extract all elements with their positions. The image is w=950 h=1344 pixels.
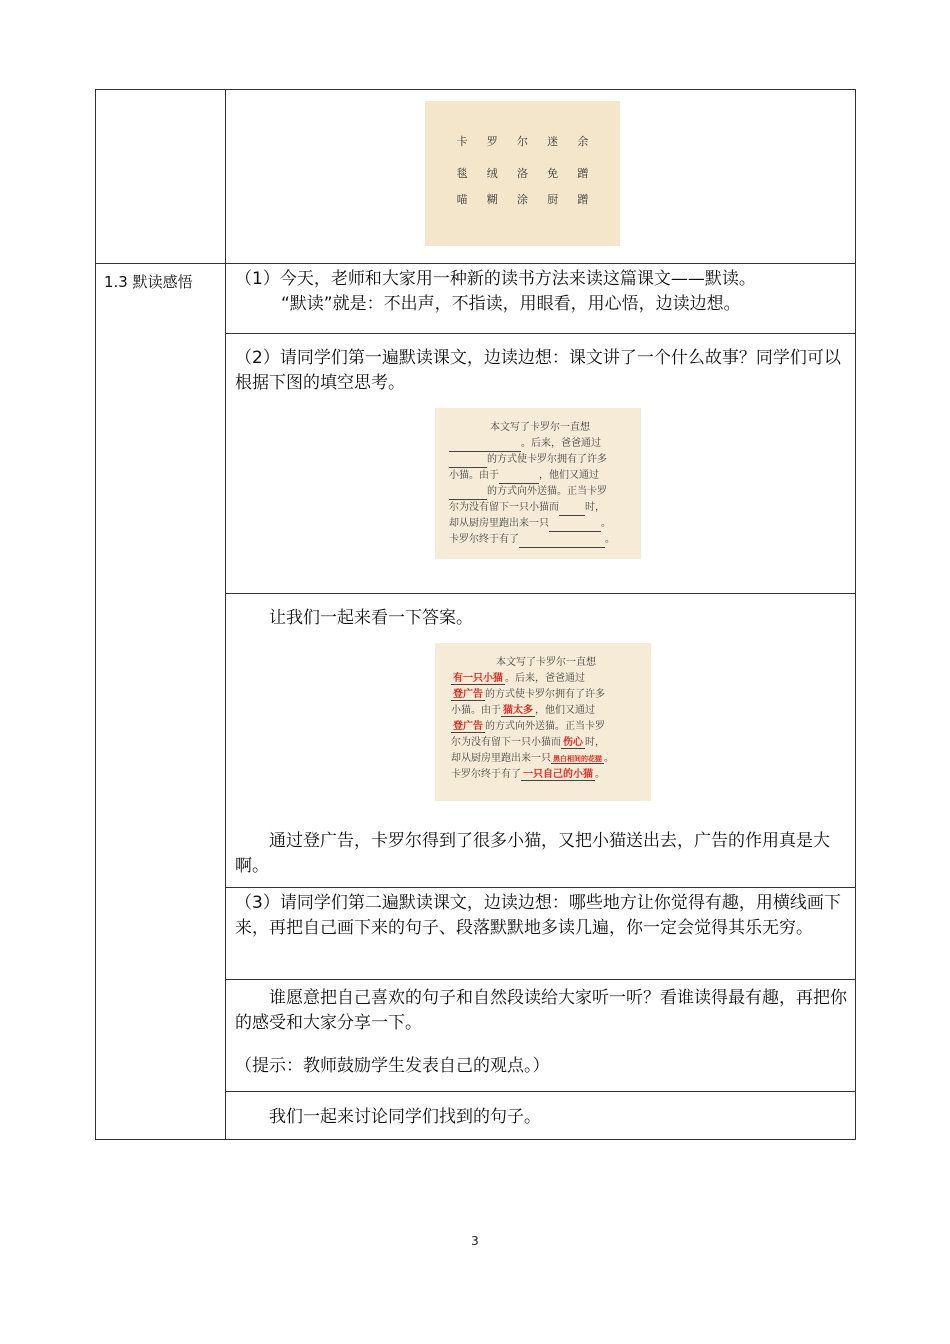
character-wall-image	[425, 101, 620, 246]
share-cell	[235, 986, 850, 1079]
discuss-cell	[235, 1105, 850, 1130]
row-divider	[96, 263, 855, 264]
step2-cell	[235, 346, 850, 396]
row-divider	[225, 887, 855, 888]
row-divider	[225, 979, 855, 980]
step2-text: （2）请同学们第一遍默读课文，边读边想：课文讲了一个什么故事？同学们可以根据下图的填空思考。	[235, 348, 841, 393]
step3-cell	[235, 891, 850, 941]
row-divider	[225, 333, 855, 334]
step1-line2: “默读”就是：不出声，不指读，用眼看，用心悟，边读边想。	[281, 294, 741, 314]
answer-summary-cell	[235, 829, 850, 879]
step3-text: （3）请同学们第二遍默读课文，边读边想：哪些地方让你觉得有趣，用横线画下来，再把自己画下来的句子、段落默默地多读几遍，你一定会觉得其乐无穷。	[235, 893, 841, 938]
row-divider	[225, 593, 855, 594]
char-row: 卡 罗 尔 迷 余	[456, 135, 589, 148]
answer-cell	[235, 606, 850, 631]
share-text: 谁愿意把自己喜欢的句子和自然段读给大家听一听？看谁读得最有趣，再把你的感受和大家分享一下。	[235, 988, 847, 1033]
page-number: 3	[471, 1234, 479, 1248]
fill-blank-image: 本文写了卡罗尔一直想 。后来，爸爸通过 的方式使卡罗尔拥有了许多 小猫。由于 ，他们又通过 的方式向外送猫。正当卡罗 尔为没有留下一只小猫而 时， 却从厨房里跑出来一只 。 卡罗尔终于有了 。	[435, 408, 641, 559]
answer-intro: 让我们一起来看一下答案。	[269, 608, 473, 628]
answer-summary: 通过登广告，卡罗尔得到了很多小猫，又把小猫送出去，广告的作用真是大啊。	[235, 831, 830, 876]
step1-line1: （1）今天，老师和大家用一种新的读书方法来读这篇课文——默读。	[235, 269, 756, 289]
column-divider	[225, 90, 226, 1139]
char-row: 毯 绒 洛 免 蹭	[456, 167, 589, 180]
share-hint: （提示：教师鼓励学生发表自己的观点。）	[235, 1056, 550, 1076]
row-divider	[225, 1091, 855, 1092]
char-row: 喵 糊 涂 厨 蹭	[456, 193, 589, 206]
answer-image: 本文写了卡罗尔一直想 有一只小猫 。后来，爸爸通过 登广告 的方式使卡罗尔拥有了许多 小猫。由于 猫太多 ，他们又通过 登广告 的方式向外送猫。正当卡罗 尔为没有留下一只小猫而 伤心 时， 却从厨房里跑出来一只 黑白相间的花猫 。 卡罗尔终于有了 一只自己的小猫 。	[435, 643, 651, 801]
lesson-table	[95, 89, 856, 1140]
section-label: 1.3 默读感悟	[104, 273, 193, 291]
step1-cell	[235, 267, 850, 317]
discuss-text: 我们一起来讨论同学们找到的句子。	[269, 1107, 541, 1127]
